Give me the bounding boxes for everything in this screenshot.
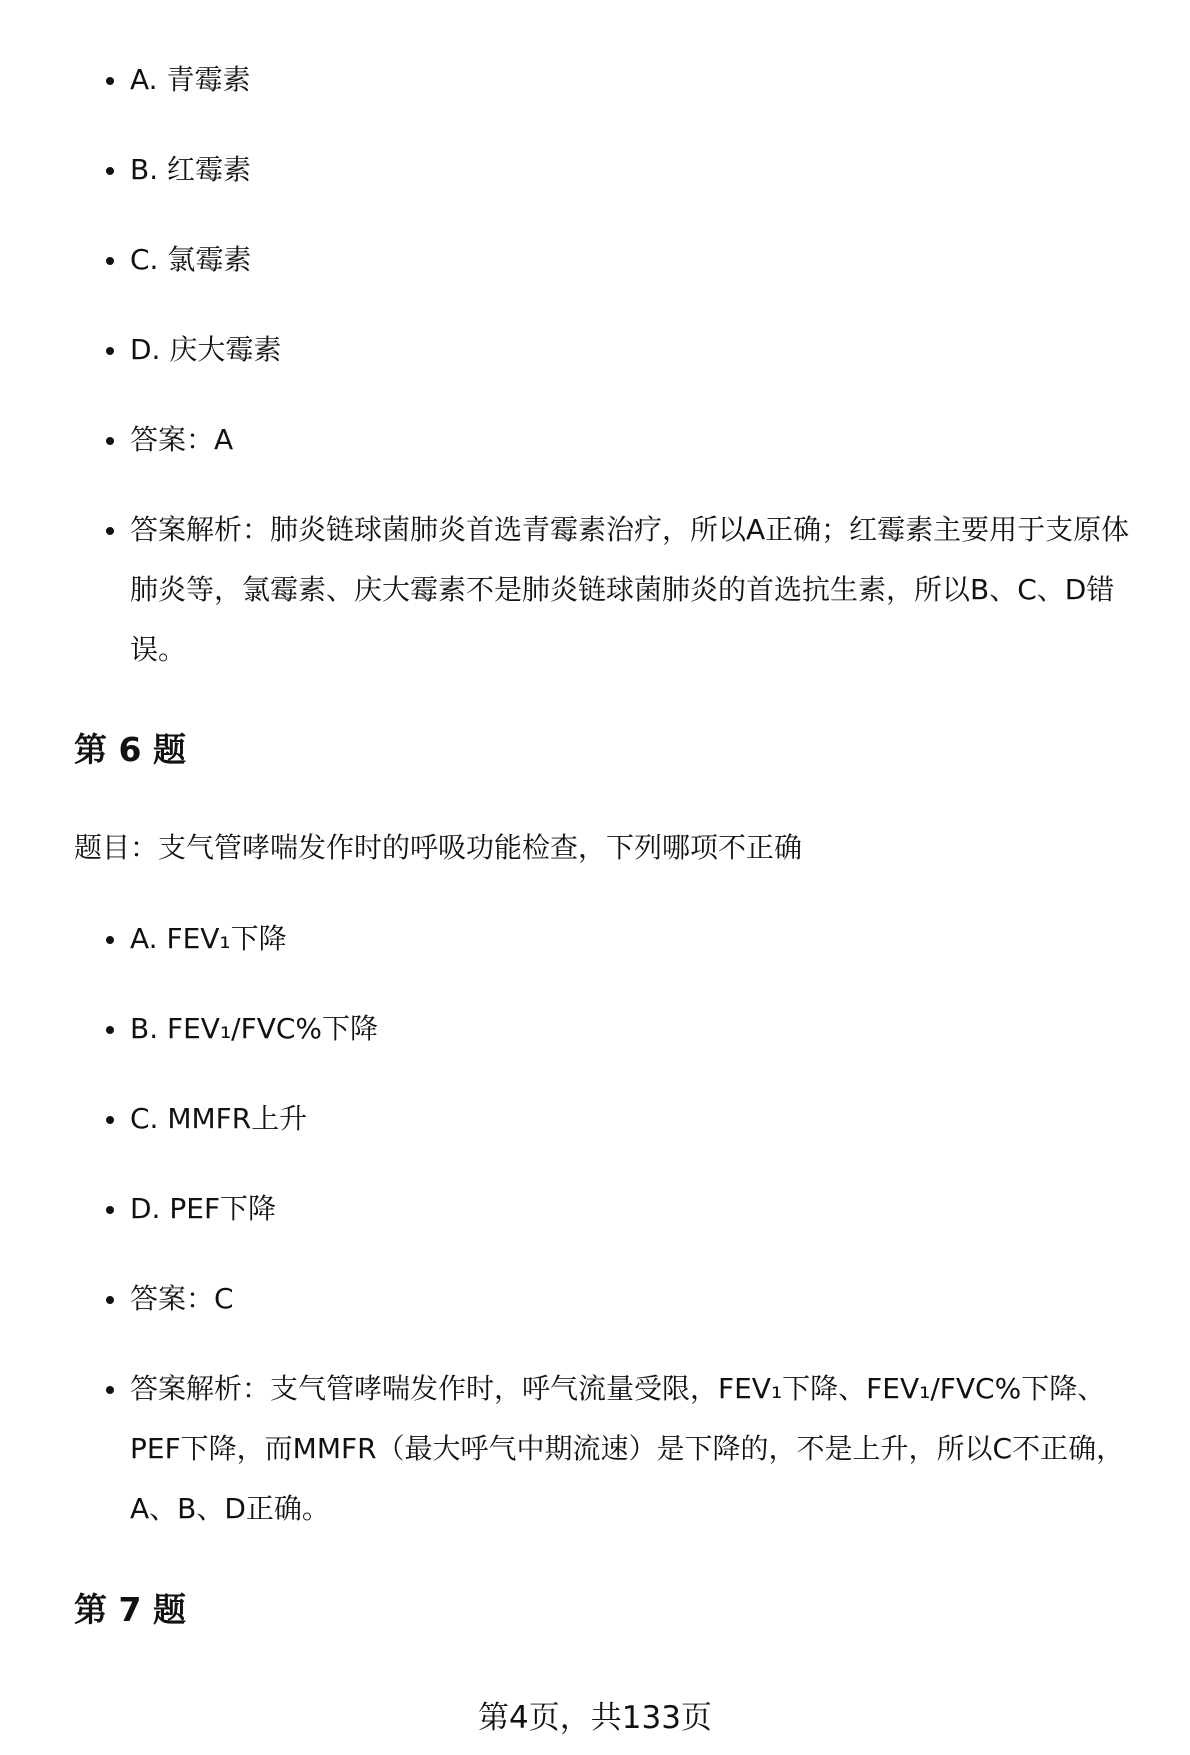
- answer: 答案：A: [130, 410, 1150, 470]
- question-6-text: 题目：支气管哮喘发作时的呼吸功能检查，下列哪项不正确: [74, 831, 803, 864]
- q6-option-a: A. FEV₁下降: [130, 909, 1150, 969]
- question-7-heading: 第 7 题: [74, 1590, 186, 1629]
- q6-option-b: B. FEV₁/FVC%下降: [130, 999, 1150, 1059]
- q6-option-d: D. PEF下降: [130, 1179, 1150, 1239]
- option-a: A. 青霉素: [130, 50, 1150, 110]
- question-6-heading: 第 6 题: [74, 730, 186, 769]
- option-c: C. 氯霉素: [130, 230, 1150, 290]
- q6-option-c: C. MMFR上升: [130, 1089, 1150, 1149]
- page-number: 第4页，共133页: [478, 1700, 712, 1736]
- answer-explanation: 答案解析：肺炎链球菌肺炎首选青霉素治疗，所以A正确；红霉素主要用于支原体肺炎等，氯霉素、庆大霉素不是肺炎链球菌肺炎的首选抗生素，所以B、C、D错误。: [130, 500, 1150, 680]
- option-b: B. 红霉素: [130, 140, 1150, 200]
- q6-answer: 答案：C: [130, 1269, 1150, 1329]
- option-d: D. 庆大霉素: [130, 320, 1150, 380]
- q6-answer-explanation: 答案解析：支气管哮喘发作时，呼气流量受限，FEV₁下降、FEV₁/FVC%下降、PEF下降，而MMFR（最大呼气中期流速）是下降的，不是上升，所以C不正确，A、B、D正确。: [130, 1359, 1150, 1539]
